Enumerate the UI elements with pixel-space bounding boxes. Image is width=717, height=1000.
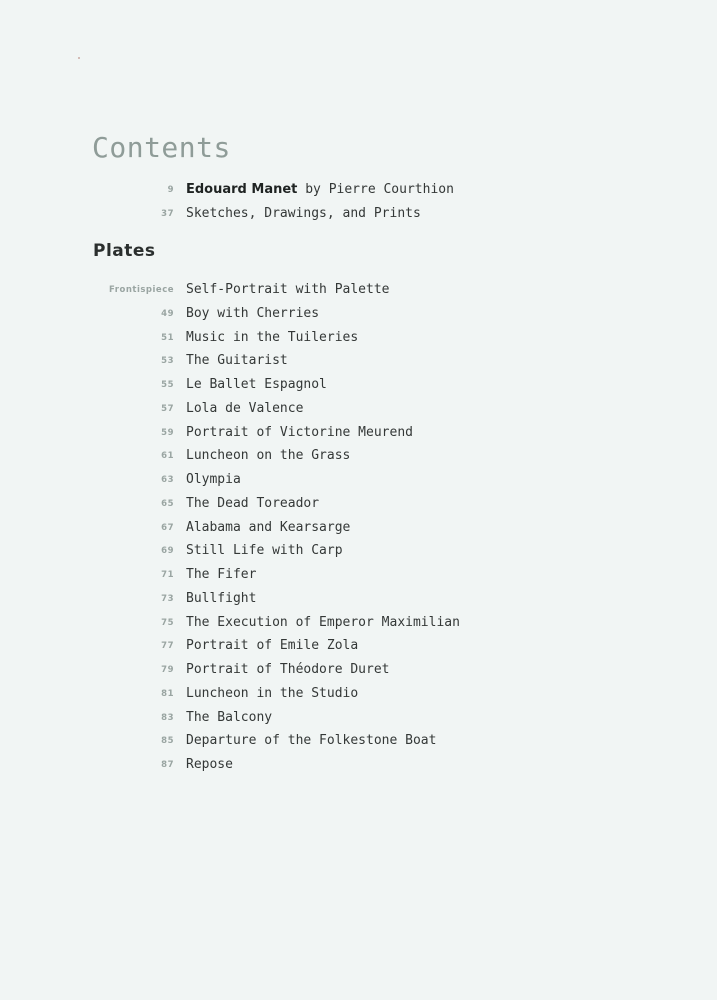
page-number: 87 [161, 760, 174, 770]
toc-entry [0, 178, 717, 202]
page-number: 71 [161, 570, 174, 580]
plate-title: Portrait of Théodore Duret [186, 662, 390, 677]
page-number: 69 [161, 546, 174, 557]
plates-heading: Plates [93, 241, 156, 261]
page-number: 75 [161, 617, 174, 628]
entry-title-rest: Sketches, Drawings, and Prints [186, 205, 421, 221]
page-number: 53 [161, 356, 174, 367]
page-number: 57 [161, 403, 174, 414]
plate-title: Portrait of Victorine Meurend [186, 424, 413, 440]
entry-title-rest: by Pierre Courthion [297, 182, 454, 197]
plate-title: Bullfight [186, 590, 257, 606]
plate-entry [0, 516, 717, 540]
plate-title: The Fifer [186, 567, 257, 582]
entry-title [186, 202, 421, 226]
plate-title: The Execution of Emperor Maximilian [186, 614, 460, 630]
plate-title: Repose [186, 757, 233, 772]
contents-list [0, 178, 717, 226]
plate-entry [0, 326, 717, 350]
plate-entry [0, 349, 717, 373]
plate-entry [0, 421, 717, 445]
page-number: 55 [161, 380, 174, 390]
plate-title: Alabama and Kearsarge [186, 519, 351, 535]
plate-entry [0, 373, 717, 397]
page-number: 67 [161, 522, 174, 533]
entry-title-strong: Edouard Manet [186, 182, 298, 197]
page-number: 49 [161, 308, 174, 319]
toc-entry [0, 202, 717, 226]
plate-entry [0, 658, 717, 682]
plate-entry [0, 397, 717, 421]
plate-entry [0, 682, 717, 706]
plate-entry [0, 444, 717, 468]
plate-entry [0, 587, 717, 611]
plate-entry [0, 278, 717, 302]
plate-entry [0, 706, 717, 730]
plate-entry [0, 492, 717, 516]
plate-entry [0, 563, 717, 587]
plate-entry [0, 753, 717, 777]
page-number: 85 [161, 736, 174, 747]
plate-title: Self-Portrait with Palette [186, 282, 390, 297]
plate-title: Lola de Valence [186, 400, 304, 416]
page-number: 73 [161, 593, 174, 604]
entry-title [186, 178, 454, 202]
plate-title: Departure of the Folkestone Boat [186, 733, 437, 749]
page-number: 61 [161, 451, 174, 462]
page-title: Contents [92, 131, 231, 164]
plate-title: Olympia [186, 472, 241, 487]
plate-title: The Balcony [186, 709, 273, 725]
page-number: Frontispiece [109, 285, 174, 295]
plate-entry [0, 468, 717, 492]
page-number: 77 [161, 641, 174, 652]
plate-entry [0, 729, 717, 753]
plate-entry [0, 634, 717, 658]
plate-title: Luncheon in the Studio [186, 685, 359, 701]
plate-title: Still Life with Carp [186, 543, 343, 559]
page-number: 83 [161, 712, 174, 723]
plates-list [0, 278, 717, 777]
page-number: 51 [161, 332, 174, 343]
plate-title: Portrait of Emile Zola [186, 638, 359, 654]
plate-title: Boy with Cherries [186, 305, 320, 321]
page-number: 63 [161, 475, 174, 485]
page-number: 79 [161, 665, 174, 675]
plate-entry [0, 302, 717, 326]
plate-title: The Dead Toreador [186, 495, 320, 511]
plate-title: Le Ballet Espagnol [186, 377, 327, 392]
plate-title: Music in the Tuileries [186, 329, 359, 345]
page-number: 65 [161, 498, 174, 509]
paper-speck [78, 57, 80, 59]
page-number: 81 [161, 688, 174, 699]
plate-title: The Guitarist [186, 353, 288, 369]
page-number: 59 [161, 427, 174, 438]
page-number: 9 [167, 185, 174, 195]
plate-entry [0, 611, 717, 635]
page-number: 37 [161, 208, 174, 219]
plate-title: Luncheon on the Grass [186, 448, 351, 464]
plate-entry [0, 539, 717, 563]
